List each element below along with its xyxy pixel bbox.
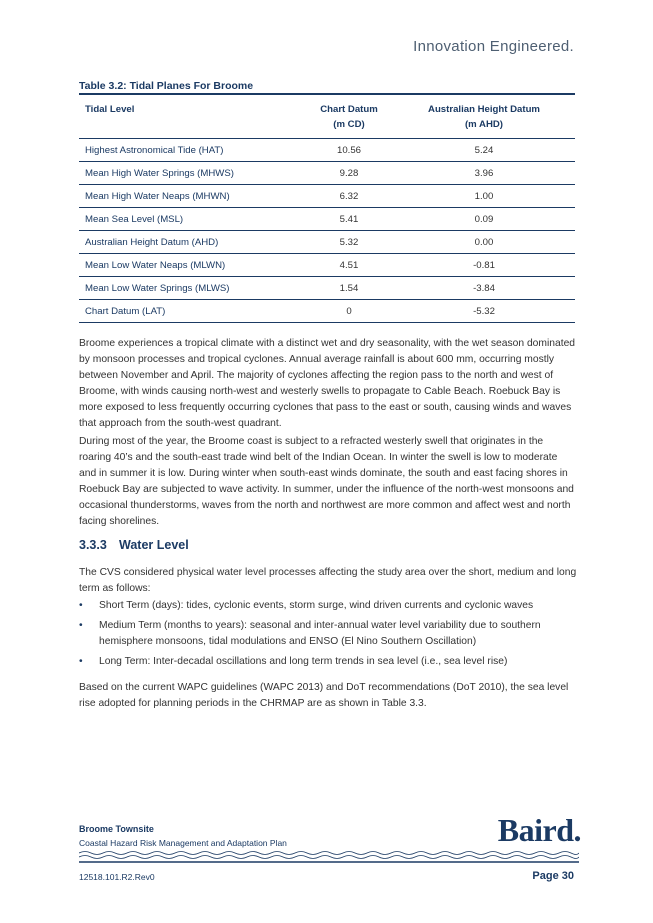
swell-paragraph: During most of the year, the Broome coast is subject to a refracted westerly swell that originates in the roaring 40’s and the south-east trade wind belt of the Indian Ocean. In winter the swell is low to moderate and in summer it is low. During winter when south-east winds dominate, the south and east facing shores in Roebuck Bay are subjected to wave activity. In summer, under the influence of the north-west monsoons and occasional thunderstorms, waves from the north and northwest are more common and affect west and north facing shorelines. — [79, 436, 574, 527]
tidal-planes-table — [79, 93, 575, 323]
ahd-value: -5.32 — [393, 300, 575, 323]
bullet-icon: • — [79, 620, 83, 631]
tidal-level-name: Mean High Water Neaps (MHWN) — [79, 185, 305, 208]
tidal-level-name: Mean Low Water Neaps (MLWN) — [79, 254, 305, 277]
company-tagline: Innovation Engineered. — [413, 38, 574, 55]
list-item — [79, 618, 577, 650]
header-ahd-line1: Australian Height Datum — [428, 104, 540, 115]
chart-datum-value: 1.54 — [305, 277, 393, 300]
tidal-level-name: Australian Height Datum (AHD) — [79, 231, 305, 254]
section-heading — [79, 538, 189, 552]
header-chart-datum-line1: Chart Datum — [320, 104, 378, 115]
ahd-value: 0.09 — [393, 208, 575, 231]
header-ahd-line2: (m AHD) — [464, 119, 503, 130]
section-number: 3.3.3 — [79, 538, 107, 552]
chart-datum-value: 10.56 — [305, 139, 393, 162]
table-row — [79, 162, 575, 185]
header-chart-datum — [305, 94, 393, 139]
table-row — [79, 208, 575, 231]
bullet-icon: • — [79, 656, 83, 667]
section-title: Water Level — [119, 538, 189, 552]
ahd-value: 5.24 — [393, 139, 575, 162]
document-id: 12518.101.R2.Rev0 — [79, 872, 155, 882]
page-number: Page 30 — [532, 870, 574, 882]
water-level-intro: The CVS considered physical water level processes affecting the study area over the short, medium and long term as follows: — [79, 567, 577, 594]
tidal-level-name: Chart Datum (LAT) — [79, 300, 305, 323]
ahd-value: -0.81 — [393, 254, 575, 277]
chart-datum-value: 5.32 — [305, 231, 393, 254]
sea-level-paragraph: Based on the current WAPC guidelines (WAPC 2013) and DoT recommendations (DoT 2010), the sea level rise adopted for planning periods in the CHRMAP are as shown in Table 3.3. — [79, 682, 569, 709]
footer-subtitle: Coastal Hazard Risk Management and Adaptation Plan — [79, 838, 287, 848]
table-row — [79, 185, 575, 208]
tidal-level-name: Mean Sea Level (MSL) — [79, 208, 305, 231]
bullet-icon: • — [79, 600, 83, 611]
ahd-value: 3.96 — [393, 162, 575, 185]
tidal-level-name: Mean High Water Springs (MHWS) — [79, 162, 305, 185]
list-item — [79, 598, 577, 614]
ahd-value: 1.00 — [393, 185, 575, 208]
chart-datum-value: 5.41 — [305, 208, 393, 231]
list-item — [79, 654, 577, 670]
climate-paragraph: Broome experiences a tropical climate with a distinct wet and dry seasonality, with the wet season dominated by monsoon processes and tropical cyclones. Annual average rainfall is about 600 mm, occurring mostly between November and April. The majority of cyclones affecting the region pass to the north and west of Broome, with winds causing north-west and westerly swells to propagate to Cable Beach. Roebuck Bay is more exposed to less frequently occurring cyclones that pass to the east or south, causing winds and waves that approach from the south-west quadrant. — [79, 338, 576, 429]
chart-datum-value: 0 — [305, 300, 393, 323]
table-row — [79, 139, 575, 162]
header-chart-datum-line2: (m CD) — [333, 119, 365, 130]
table-row — [79, 231, 575, 254]
chart-datum-value: 4.51 — [305, 254, 393, 277]
chart-datum-value: 9.28 — [305, 162, 393, 185]
tidal-level-name: Mean Low Water Springs (MLWS) — [79, 277, 305, 300]
tidal-level-name: Highest Astronomical Tide (HAT) — [79, 139, 305, 162]
footer-title: Broome Townsite — [79, 824, 154, 834]
baird-logo: Baird. — [497, 812, 581, 848]
ahd-value: -3.84 — [393, 277, 575, 300]
header-ahd — [393, 94, 575, 139]
table-header-row — [79, 94, 575, 139]
table-row — [79, 300, 575, 323]
ahd-value: 0.00 — [393, 231, 575, 254]
header-tidal-level-label: Tidal Level — [85, 104, 135, 115]
wave-divider-icon — [79, 850, 579, 864]
list-item-text: Long Term: Inter-decadal oscillations and long term trends in sea level (i.e., sea level rise) — [99, 656, 508, 667]
list-item-text: Short Term (days): tides, cyclonic events, storm surge, wind driven currents and cyclonic waves — [99, 600, 534, 611]
water-level-list — [79, 598, 577, 674]
table-row — [79, 277, 575, 300]
table-row — [79, 254, 575, 277]
chart-datum-value: 6.32 — [305, 185, 393, 208]
table-caption: Table 3.2: Tidal Planes For Broome — [79, 80, 254, 92]
list-item-text: Medium Term (months to years): seasonal and inter-annual water level variability due to southern hemisphere monsoons, tidal modulations and ENSO (El Nino Southern Oscillation) — [99, 620, 541, 647]
header-tidal-level — [79, 94, 305, 139]
